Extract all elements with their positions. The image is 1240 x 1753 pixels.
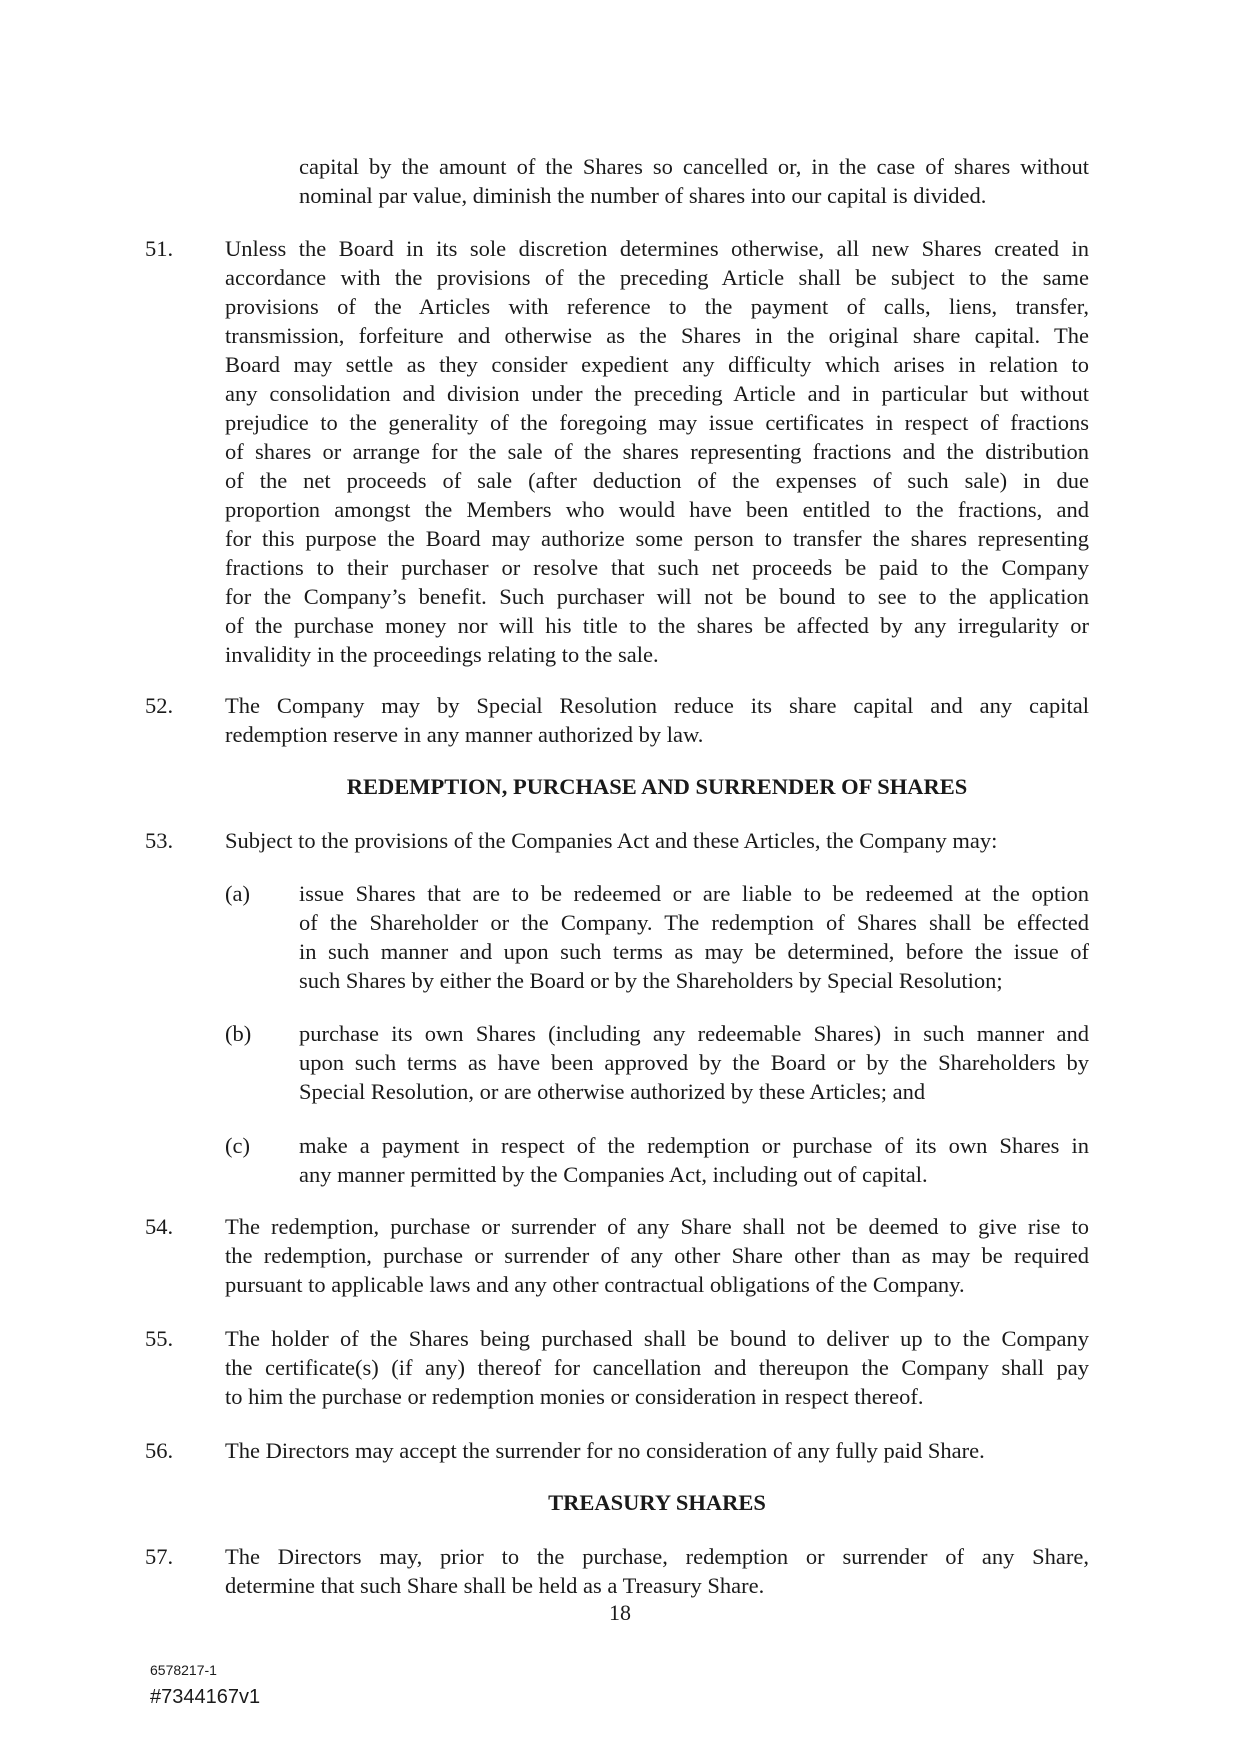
article-number-57: 57. <box>145 1544 174 1569</box>
article-56-text <box>225 1436 1089 1465</box>
text-line: redemption reserve in any manner authorized by law. <box>225 722 704 747</box>
text-line: pursuant to applicable laws and any other contractual obligations of the Company. <box>225 1272 965 1297</box>
page-number: 18 <box>609 1600 631 1625</box>
paragraph-50-continuation <box>299 152 1089 210</box>
text-line: upon such terms as have been approved by the Board or by the Shareholders by <box>299 1050 1089 1075</box>
article-55-text <box>225 1324 1089 1411</box>
text-line: prejudice to the generality of the foregoing may issue certificates in respect of fractions <box>225 410 1089 435</box>
text-line: The Directors may, prior to the purchase, redemption or surrender of any Share, <box>225 1544 1089 1569</box>
text-line: to him the purchase or redemption monies or consideration in respect thereof. <box>225 1384 924 1409</box>
section-heading-treasury: TREASURY SHARES <box>548 1490 766 1515</box>
text-line: The holder of the Shares being purchased shall be bound to deliver up to the Company <box>225 1326 1089 1351</box>
text-line: The redemption, purchase or surrender of any Share shall not be deemed to give rise to <box>225 1214 1089 1239</box>
text-line: Board may settle as they consider expedient any difficulty which arises in relation to <box>225 352 1089 377</box>
text-line: The Company may by Special Resolution reduce its share capital and any capital <box>225 693 1089 718</box>
article-57-text <box>225 1542 1089 1600</box>
text-line: of shares or arrange for the sale of the shares representing fractions and the distribution <box>225 439 1089 464</box>
article-number-54: 54. <box>145 1214 174 1239</box>
text-line: such Shares by either the Board or by the Shareholders by Special Resolution; <box>299 968 1003 993</box>
subclause-label-c: (c) <box>225 1133 250 1158</box>
article-54-text <box>225 1212 1089 1299</box>
subclause-a-text <box>299 879 1089 995</box>
subclause-b-text <box>299 1019 1089 1106</box>
document-reference: 6578217-1 <box>150 1662 217 1678</box>
text-line: any consolidation and division under the preceding Article and in particular but without <box>225 381 1089 406</box>
text-line: make a payment in respect of the redemption or purchase of its own Shares in <box>299 1133 1089 1158</box>
text-line: of the Shareholder or the Company. The redemption of Shares shall be effected <box>299 910 1089 935</box>
text-line: capital by the amount of the Shares so cancelled or, in the case of shares without <box>299 154 1089 179</box>
text-line: of the purchase money nor will his title to the shares be affected by any irregularity or <box>225 613 1089 638</box>
text-line: Special Resolution, or are otherwise authorized by these Articles; and <box>299 1079 926 1104</box>
article-51-text <box>225 234 1089 669</box>
subclause-label-a: (a) <box>225 881 250 906</box>
article-number-51: 51. <box>145 236 174 261</box>
text-line: the redemption, purchase or surrender of any other Share other than as may be required <box>225 1243 1089 1268</box>
text-line: the certificate(s) (if any) thereof for cancellation and thereupon the Company shall pay <box>225 1355 1089 1380</box>
article-number-55: 55. <box>145 1326 174 1351</box>
article-number-53: 53. <box>145 828 174 853</box>
section-heading-redemption: REDEMPTION, PURCHASE AND SURRENDER OF SHARES <box>346 774 968 799</box>
text-line: transmission, forfeiture and otherwise as the Shares in the original share capital. The <box>225 323 1089 348</box>
article-number-56: 56. <box>145 1438 174 1463</box>
text-line: in such manner and upon such terms as may be determined, before the issue of <box>299 939 1089 964</box>
text-line: Subject to the provisions of the Companies Act and these Articles, the Company may: <box>225 828 998 853</box>
text-line: for this purpose the Board may authorize some person to transfer the shares representing <box>225 526 1089 551</box>
text-line: determine that such Share shall be held as a Treasury Share. <box>225 1573 765 1598</box>
text-line: nominal par value, diminish the number of shares into our capital is divided. <box>299 183 987 208</box>
text-line: proportion amongst the Members who would have been entitled to the fractions, and <box>225 497 1089 522</box>
subclause-label-b: (b) <box>225 1021 252 1046</box>
text-line: of the net proceeds of sale (after deduction of the expenses of such sale) in due <box>225 468 1089 493</box>
subclause-c-text <box>299 1131 1089 1189</box>
text-line: Unless the Board in its sole discretion determines otherwise, all new Shares created in <box>225 236 1089 261</box>
text-line: invalidity in the proceedings relating to the sale. <box>225 642 659 667</box>
text-line: for the Company’s benefit. Such purchaser will not be bound to see to the application <box>225 584 1089 609</box>
text-line: The Directors may accept the surrender for no consideration of any fully paid Share. <box>225 1438 985 1463</box>
text-line: accordance with the provisions of the preceding Article shall be subject to the same <box>225 265 1089 290</box>
text-line: purchase its own Shares (including any redeemable Shares) in such manner and <box>299 1021 1089 1046</box>
text-line: any manner permitted by the Companies Act, including out of capital. <box>299 1162 928 1187</box>
version-reference: #7344167v1 <box>150 1686 261 1708</box>
text-line: issue Shares that are to be redeemed or are liable to be redeemed at the option <box>299 881 1089 906</box>
article-53-text <box>225 826 1089 855</box>
article-number-52: 52. <box>145 693 174 718</box>
article-52-text <box>225 691 1089 749</box>
text-line: fractions to their purchaser or resolve that such net proceeds be paid to the Company <box>225 555 1089 580</box>
text-line: provisions of the Articles with reference to the payment of calls, liens, transfer, <box>225 294 1089 319</box>
